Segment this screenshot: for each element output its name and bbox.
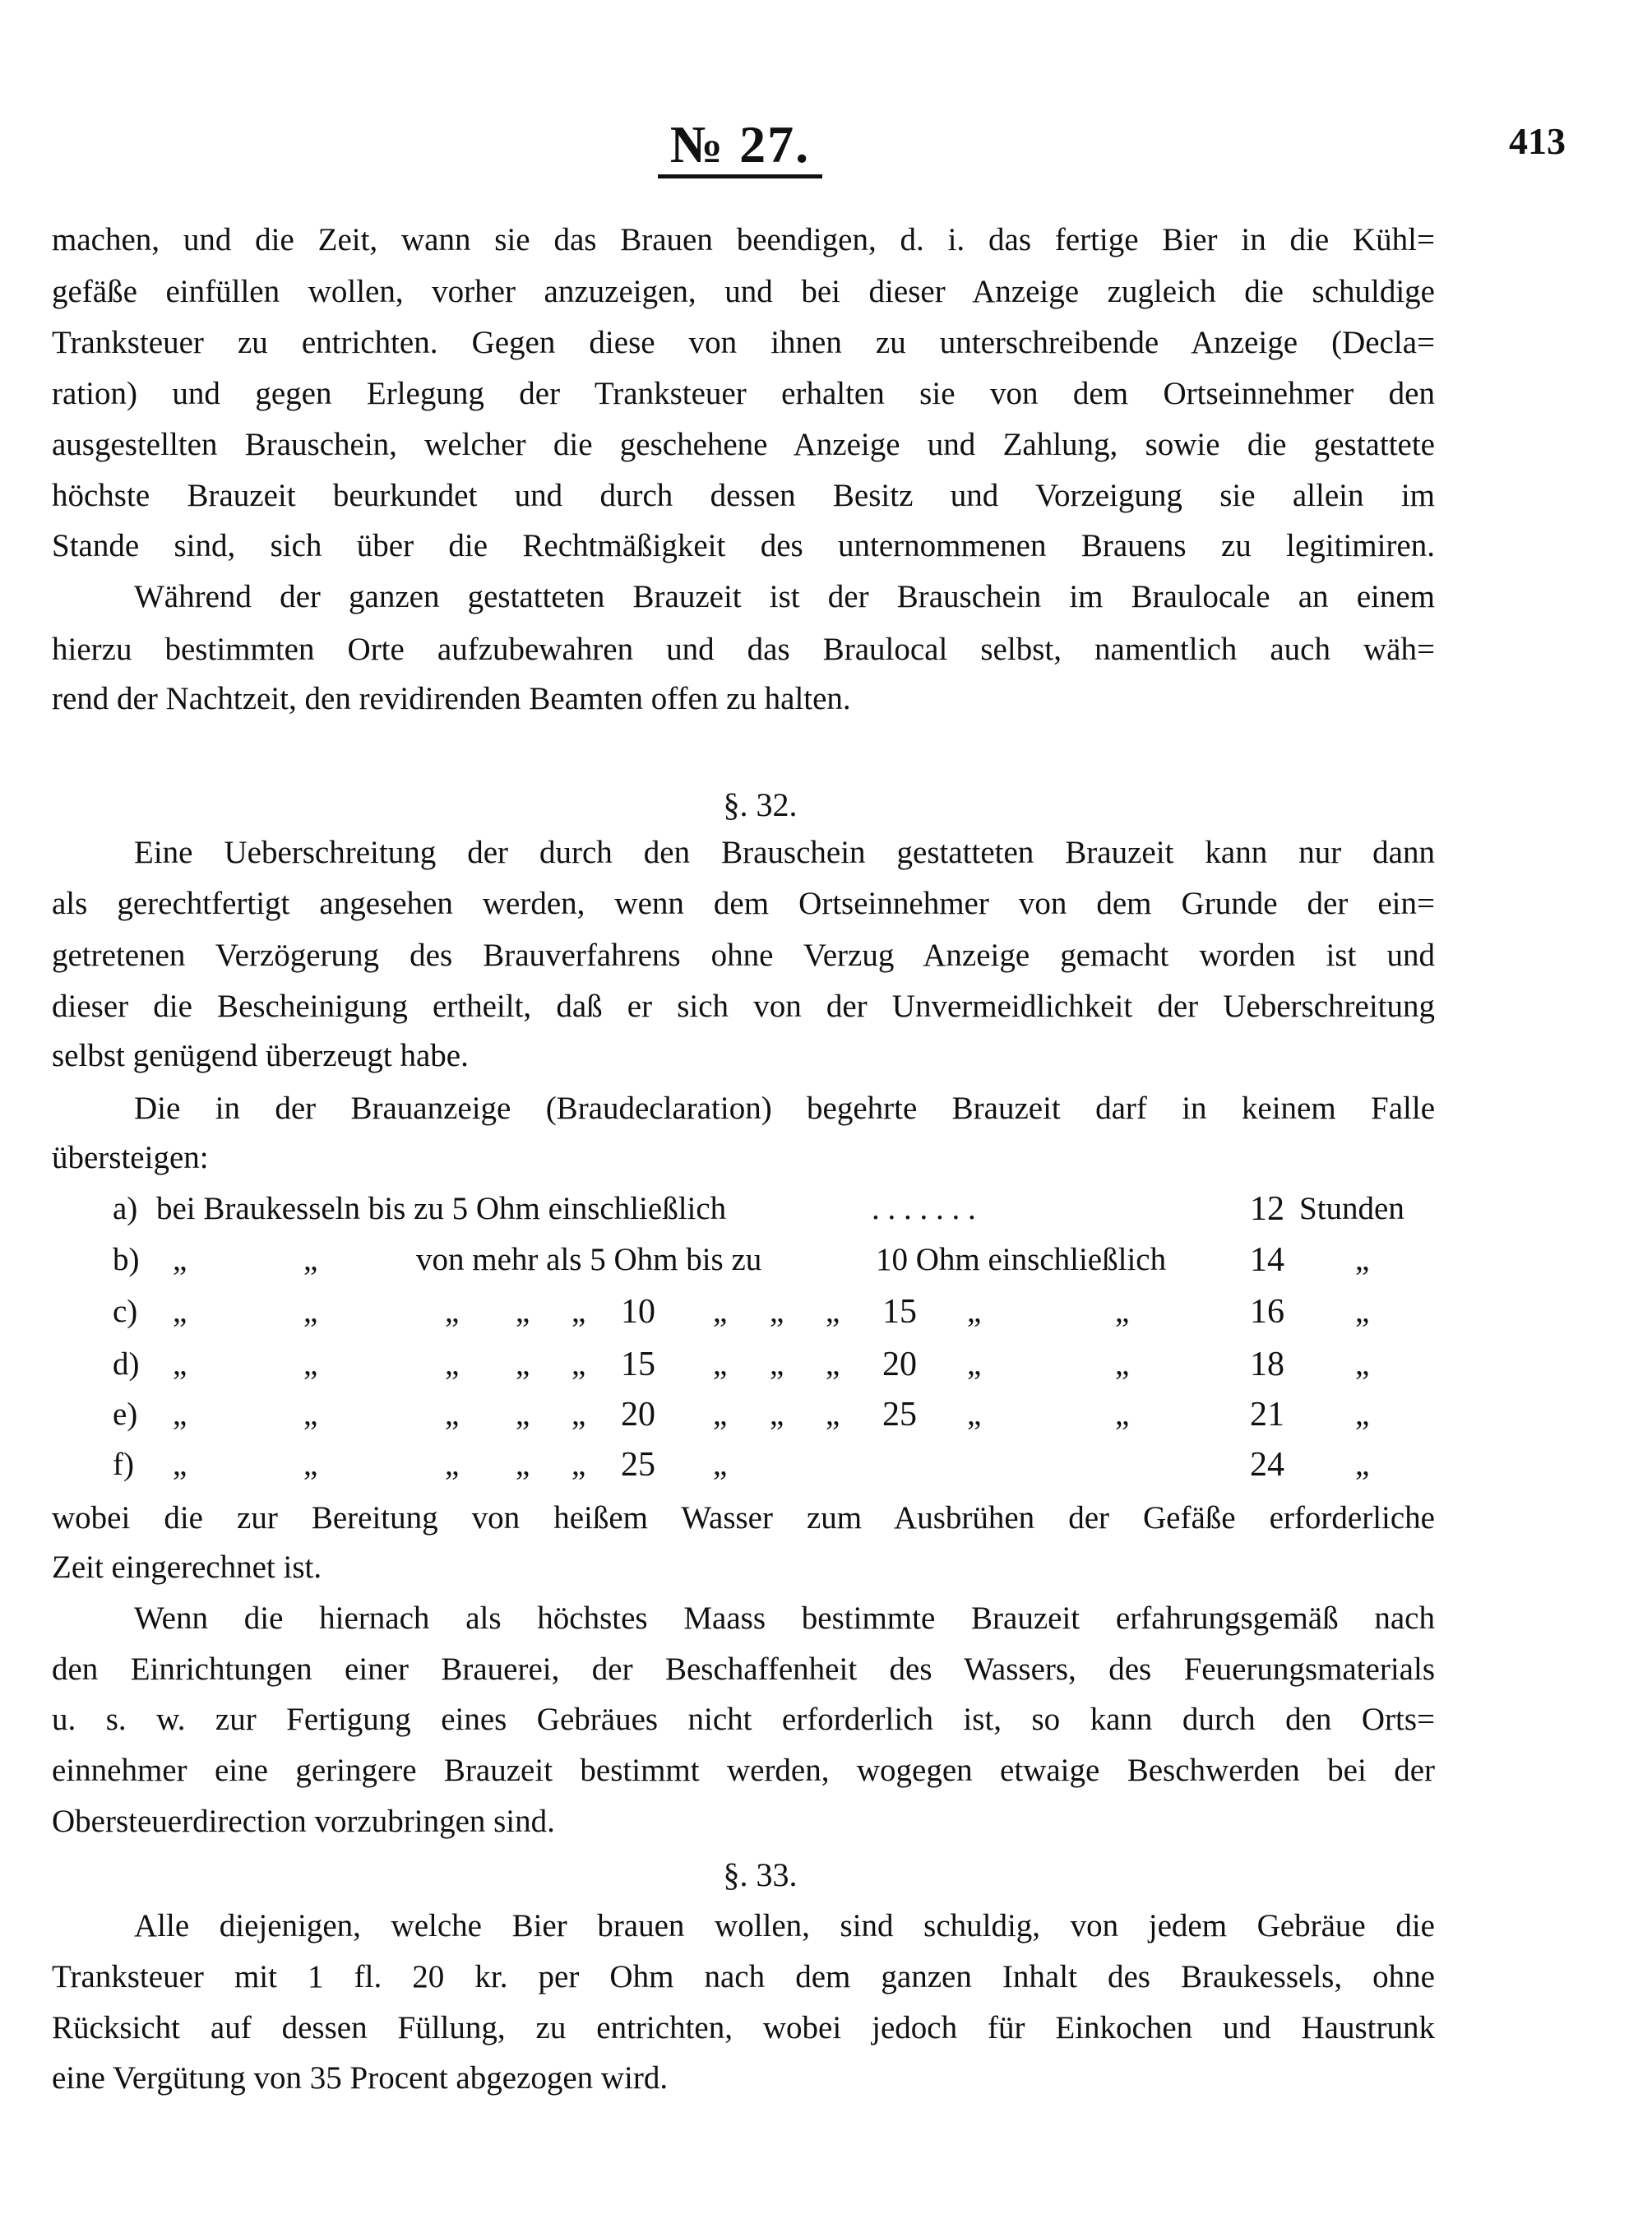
row-label: b) xyxy=(113,1242,140,1277)
text-line: Rücksicht auf dessen Füllung, zu entrichten, wobei jedoch für Einkochen und Haustrunk xyxy=(52,2010,1435,2045)
from-ohm: 15 xyxy=(621,1346,655,1383)
ditto-mark: „ xyxy=(173,1294,187,1329)
ditto-mark: „ xyxy=(770,1397,784,1432)
from-ohm: 10 xyxy=(621,1293,655,1331)
text-line: eine Vergütung von 35 Procent abgezogen wird. xyxy=(52,2060,669,2096)
ditto-mark: „ xyxy=(826,1294,840,1329)
text-line: hierzu bestimmten Orte aufzubewahren und das Braulocal selbst, namentlich auch wäh= xyxy=(52,632,1435,667)
ditto-mark: „ xyxy=(303,1242,318,1277)
row-label: c) xyxy=(113,1294,138,1329)
ditto-mark: „ xyxy=(967,1346,982,1382)
ditto-mark: „ xyxy=(571,1397,586,1432)
hours-value: 18 xyxy=(1250,1346,1284,1383)
hours-value: 21 xyxy=(1250,1396,1284,1434)
leader-dots: . . . . . . . xyxy=(872,1191,976,1226)
text-line: Eine Ueberschreitung der durch den Brauschein gestatteten Brauzeit kann nur dann xyxy=(134,835,1435,870)
ditto-mark: „ xyxy=(826,1346,840,1382)
row-text: von mehr als 5 Ohm bis zu xyxy=(416,1242,762,1277)
text-line: machen, und die Zeit, wann sie das Brauen beendigen, d. i. das fertige Bier in die Kühl= xyxy=(52,222,1435,257)
text-line: selbst genügend überzeugt habe. xyxy=(52,1038,469,1073)
text-line: Stande sind, sich über die Rechtmäßigkeit des unternommenen Brauens zu legitimiren. xyxy=(52,528,1435,563)
ditto-mark: „ xyxy=(571,1294,586,1329)
ditto-mark: „ xyxy=(173,1346,187,1382)
ditto-mark: „ xyxy=(303,1397,318,1432)
row-label: e) xyxy=(113,1397,138,1432)
text-line: dieser die Bescheinigung ertheilt, daß er sich von der Unvermeidlichkeit der Ueberschreitung xyxy=(52,989,1435,1024)
to-ohm: 25 xyxy=(882,1396,917,1434)
to-ohm: 20 xyxy=(882,1346,917,1383)
text-line: Alle diejenigen, welche Bier brauen wollen, sind schuldig, von jedem Gebräue die xyxy=(134,1908,1435,1943)
ditto-mark: „ xyxy=(713,1346,728,1382)
ditto-mark: „ xyxy=(1355,1397,1370,1432)
row-text: 10 Ohm einschließlich xyxy=(876,1242,1167,1277)
text-line: Tranksteuer zu entrichten. Gegen diese von ihnen zu unterschreibende Anzeige (Decla= xyxy=(52,325,1435,360)
row-label: a) xyxy=(113,1191,138,1226)
ditto-mark: „ xyxy=(1355,1346,1370,1382)
hours-value: 12 xyxy=(1250,1190,1284,1228)
hours-unit: Stunden xyxy=(1299,1191,1404,1226)
row-label: d) xyxy=(113,1346,140,1382)
text-line: Die in der Brauanzeige (Braudeclaration) begehrte Brauzeit darf in keinem Falle xyxy=(134,1091,1435,1126)
ditto-mark: „ xyxy=(516,1397,530,1432)
text-line: Wenn die hiernach als höchstes Maass bestimmte Brauzeit erfahrungsgemäß nach xyxy=(134,1601,1435,1636)
text-line: den Einrichtungen einer Brauerei, der Beschaffenheit des Wassers, des Feuerungsmaterials xyxy=(52,1652,1435,1687)
ditto-mark: „ xyxy=(1115,1397,1130,1432)
text-line: als gerechtfertigt angesehen werden, wenn dem Ortseinnehmer von dem Grunde der ein= xyxy=(52,886,1435,921)
ditto-mark: „ xyxy=(571,1447,586,1482)
text-line: getretenen Verzögerung des Brauverfahrens ohne Verzug Anzeige gemacht worden ist und xyxy=(52,938,1435,973)
ditto-mark: „ xyxy=(173,1447,187,1482)
ditto-mark: „ xyxy=(713,1397,728,1432)
text-line: höchste Brauzeit beurkundet und durch dessen Besitz und Vorzeigung sie allein im xyxy=(52,478,1435,513)
hours-value: 16 xyxy=(1250,1293,1284,1331)
ditto-mark: „ xyxy=(713,1447,728,1482)
ditto-mark: „ xyxy=(445,1397,460,1432)
text-line: rend der Nachtzeit, den revidirenden Beamten offen zu halten. xyxy=(52,681,851,716)
text-line: ausgestellten Brauschein, welcher die geschehene Anzeige und Zahlung, sowie die gestattete xyxy=(52,427,1435,462)
from-ohm: 20 xyxy=(621,1396,655,1434)
ditto-mark: „ xyxy=(1355,1242,1370,1277)
ditto-mark: „ xyxy=(303,1294,318,1329)
to-ohm: 15 xyxy=(882,1293,917,1331)
text-line: Tranksteuer mit 1 fl. 20 kr. per Ohm nach dem ganzen Inhalt des Braukessels, ohne xyxy=(52,1959,1435,1994)
ditto-mark: „ xyxy=(1115,1346,1130,1382)
section-heading-32: §. 32. xyxy=(723,786,798,823)
text-line: u. s. w. zur Fertigung eines Gebräues nicht erforderlich ist, so kann durch den Orts= xyxy=(52,1702,1435,1737)
text-line: ration) und gegen Erlegung der Tranksteuer erhalten sie von dem Ortseinnehmer den xyxy=(52,376,1435,411)
ditto-mark: „ xyxy=(571,1346,586,1382)
ditto-mark: „ xyxy=(1355,1447,1370,1482)
row-label: f) xyxy=(113,1447,134,1482)
ditto-mark: „ xyxy=(770,1294,784,1329)
ditto-mark: „ xyxy=(713,1294,728,1329)
ditto-mark: „ xyxy=(967,1397,982,1432)
text-line: wobei die zur Bereitung von heißem Wasser zum Ausbrühen der Gefäße erforderliche xyxy=(52,1500,1435,1536)
hours-value: 24 xyxy=(1250,1446,1284,1484)
ditto-mark: „ xyxy=(1355,1294,1370,1329)
text-line: übersteigen: xyxy=(52,1140,209,1175)
ditto-mark: „ xyxy=(173,1242,187,1277)
ditto-mark: „ xyxy=(516,1294,530,1329)
text-line: Zeit eingerechnet ist. xyxy=(52,1550,322,1585)
text-line: Während der ganzen gestatteten Brauzeit ist der Brauschein im Braulocale an einem xyxy=(134,579,1435,614)
ditto-mark: „ xyxy=(770,1346,784,1382)
ditto-mark: „ xyxy=(516,1346,530,1382)
section-heading-33: §. 33. xyxy=(723,1856,798,1893)
ditto-mark: „ xyxy=(1115,1294,1130,1329)
ditto-mark: „ xyxy=(445,1447,460,1482)
ditto-mark: „ xyxy=(445,1294,460,1329)
row-text: bei Braukesseln bis zu 5 Ohm einschließlich xyxy=(156,1191,727,1226)
hours-value: 14 xyxy=(1250,1241,1284,1279)
text-line: einnehmer eine geringere Brauzeit bestimmt werden, wogegen etwaige Beschwerden bei der xyxy=(52,1753,1435,1788)
from-ohm: 25 xyxy=(621,1446,655,1484)
ditto-mark: „ xyxy=(303,1346,318,1382)
ditto-mark: „ xyxy=(516,1447,530,1482)
ditto-mark: „ xyxy=(826,1397,840,1432)
issue-number: № 27. xyxy=(658,115,822,178)
text-line: gefäße einfüllen wollen, vorher anzuzeigen, und bei dieser Anzeige zugleich die schuldige xyxy=(52,274,1435,309)
ditto-mark: „ xyxy=(967,1294,982,1329)
text-line: Obersteuerdirection vorzubringen sind. xyxy=(52,1804,555,1839)
page-number: 413 xyxy=(1509,120,1566,162)
ditto-mark: „ xyxy=(303,1447,318,1482)
ditto-mark: „ xyxy=(445,1346,460,1382)
ditto-mark: „ xyxy=(173,1397,187,1432)
